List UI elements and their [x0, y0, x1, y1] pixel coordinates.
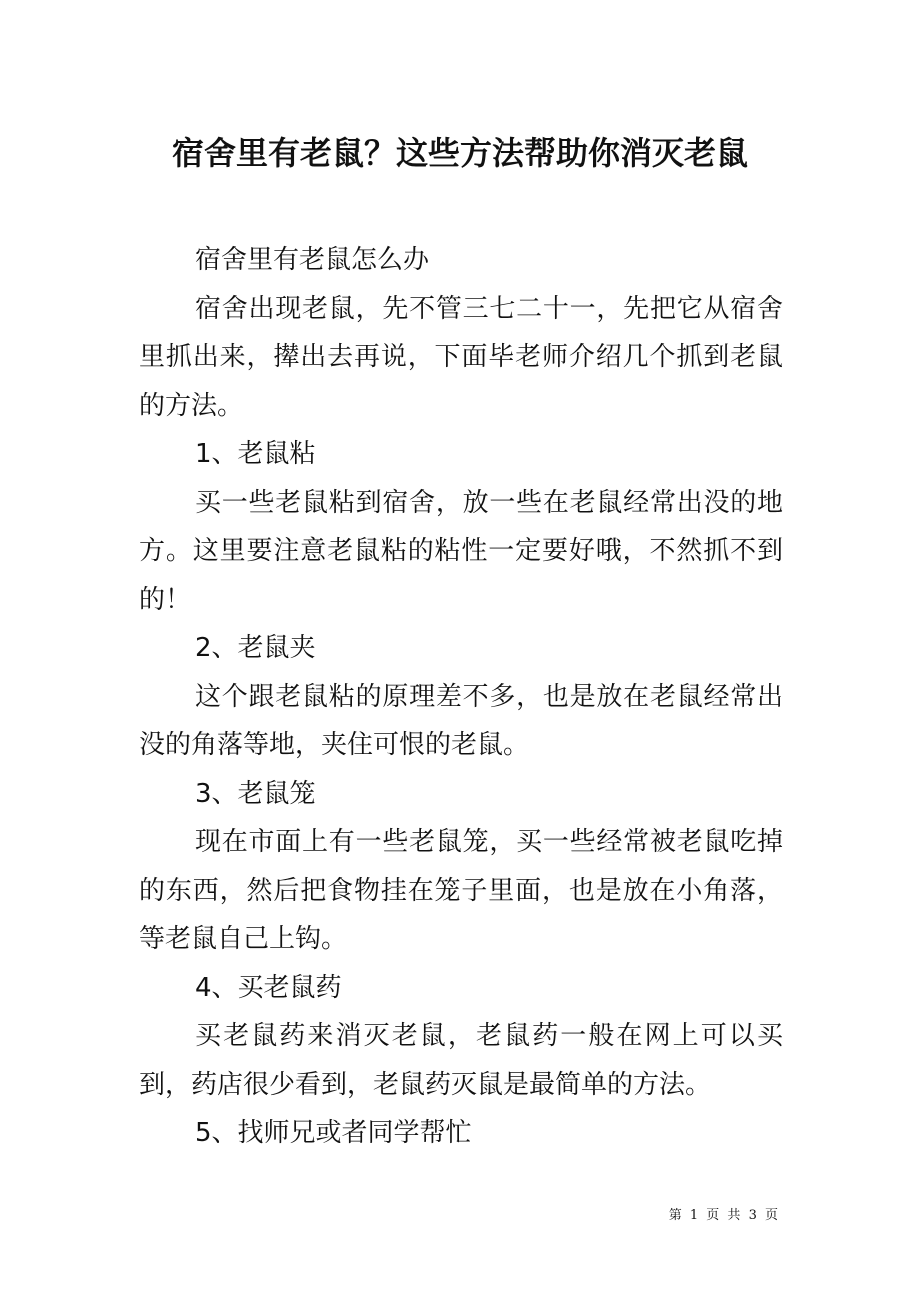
heading-method-1: 1、老鼠粘 [195, 439, 316, 469]
page-title: 宿舍里有老鼠？这些方法帮助你消灭老鼠 [171, 134, 748, 172]
footer-suffix: 页 [764, 1208, 780, 1223]
paragraph-method-3: 现在市面上有一些老鼠笼，买一些经常被老鼠吃掉的东西，然后把食物挂在笼子里面，也是放在小角落，等老鼠自己上钩。 [139, 827, 783, 954]
page-footer [669, 1206, 780, 1226]
heading-method-4: 4、买老鼠药 [195, 972, 342, 1003]
heading-method-2: 2、老鼠夹 [195, 633, 316, 663]
paragraph-method-1: 买一些老鼠粘到宿舍，放一些在老鼠经常出没的地方。这里要注意老鼠粘的粘性一定要好哦，不然抓不到的！ [139, 487, 783, 615]
paragraph-method-2: 这个跟老鼠粘的原理差不多，也是放在老鼠经常出没的角落等地，夹住可恨的老鼠。 [139, 681, 783, 760]
paragraph-subtitle: 宿舍里有老鼠怎么办 [195, 245, 430, 275]
footer-current-page: 1 [689, 1208, 701, 1223]
paragraph-intro: 宿舍出现老鼠，先不管三七二十一，先把它从宿舍里抓出来，撵出去再说，下面毕老师介绍几个抓到老鼠的方法。 [139, 293, 783, 421]
heading-method-3: 3、老鼠笼 [195, 778, 316, 809]
footer-middle: 页 共 [706, 1208, 743, 1223]
footer-prefix: 第 [668, 1208, 684, 1223]
paragraph-method-4: 买老鼠药来消灭老鼠，老鼠药一般在网上可以买到，药店很少看到，老鼠药灭鼠是最简单的方法。 [139, 1021, 783, 1100]
document-body [139, 236, 783, 1158]
heading-method-5: 5、找师兄或者同学帮忙 [195, 1118, 472, 1148]
footer-total-pages: 3 [748, 1208, 759, 1223]
